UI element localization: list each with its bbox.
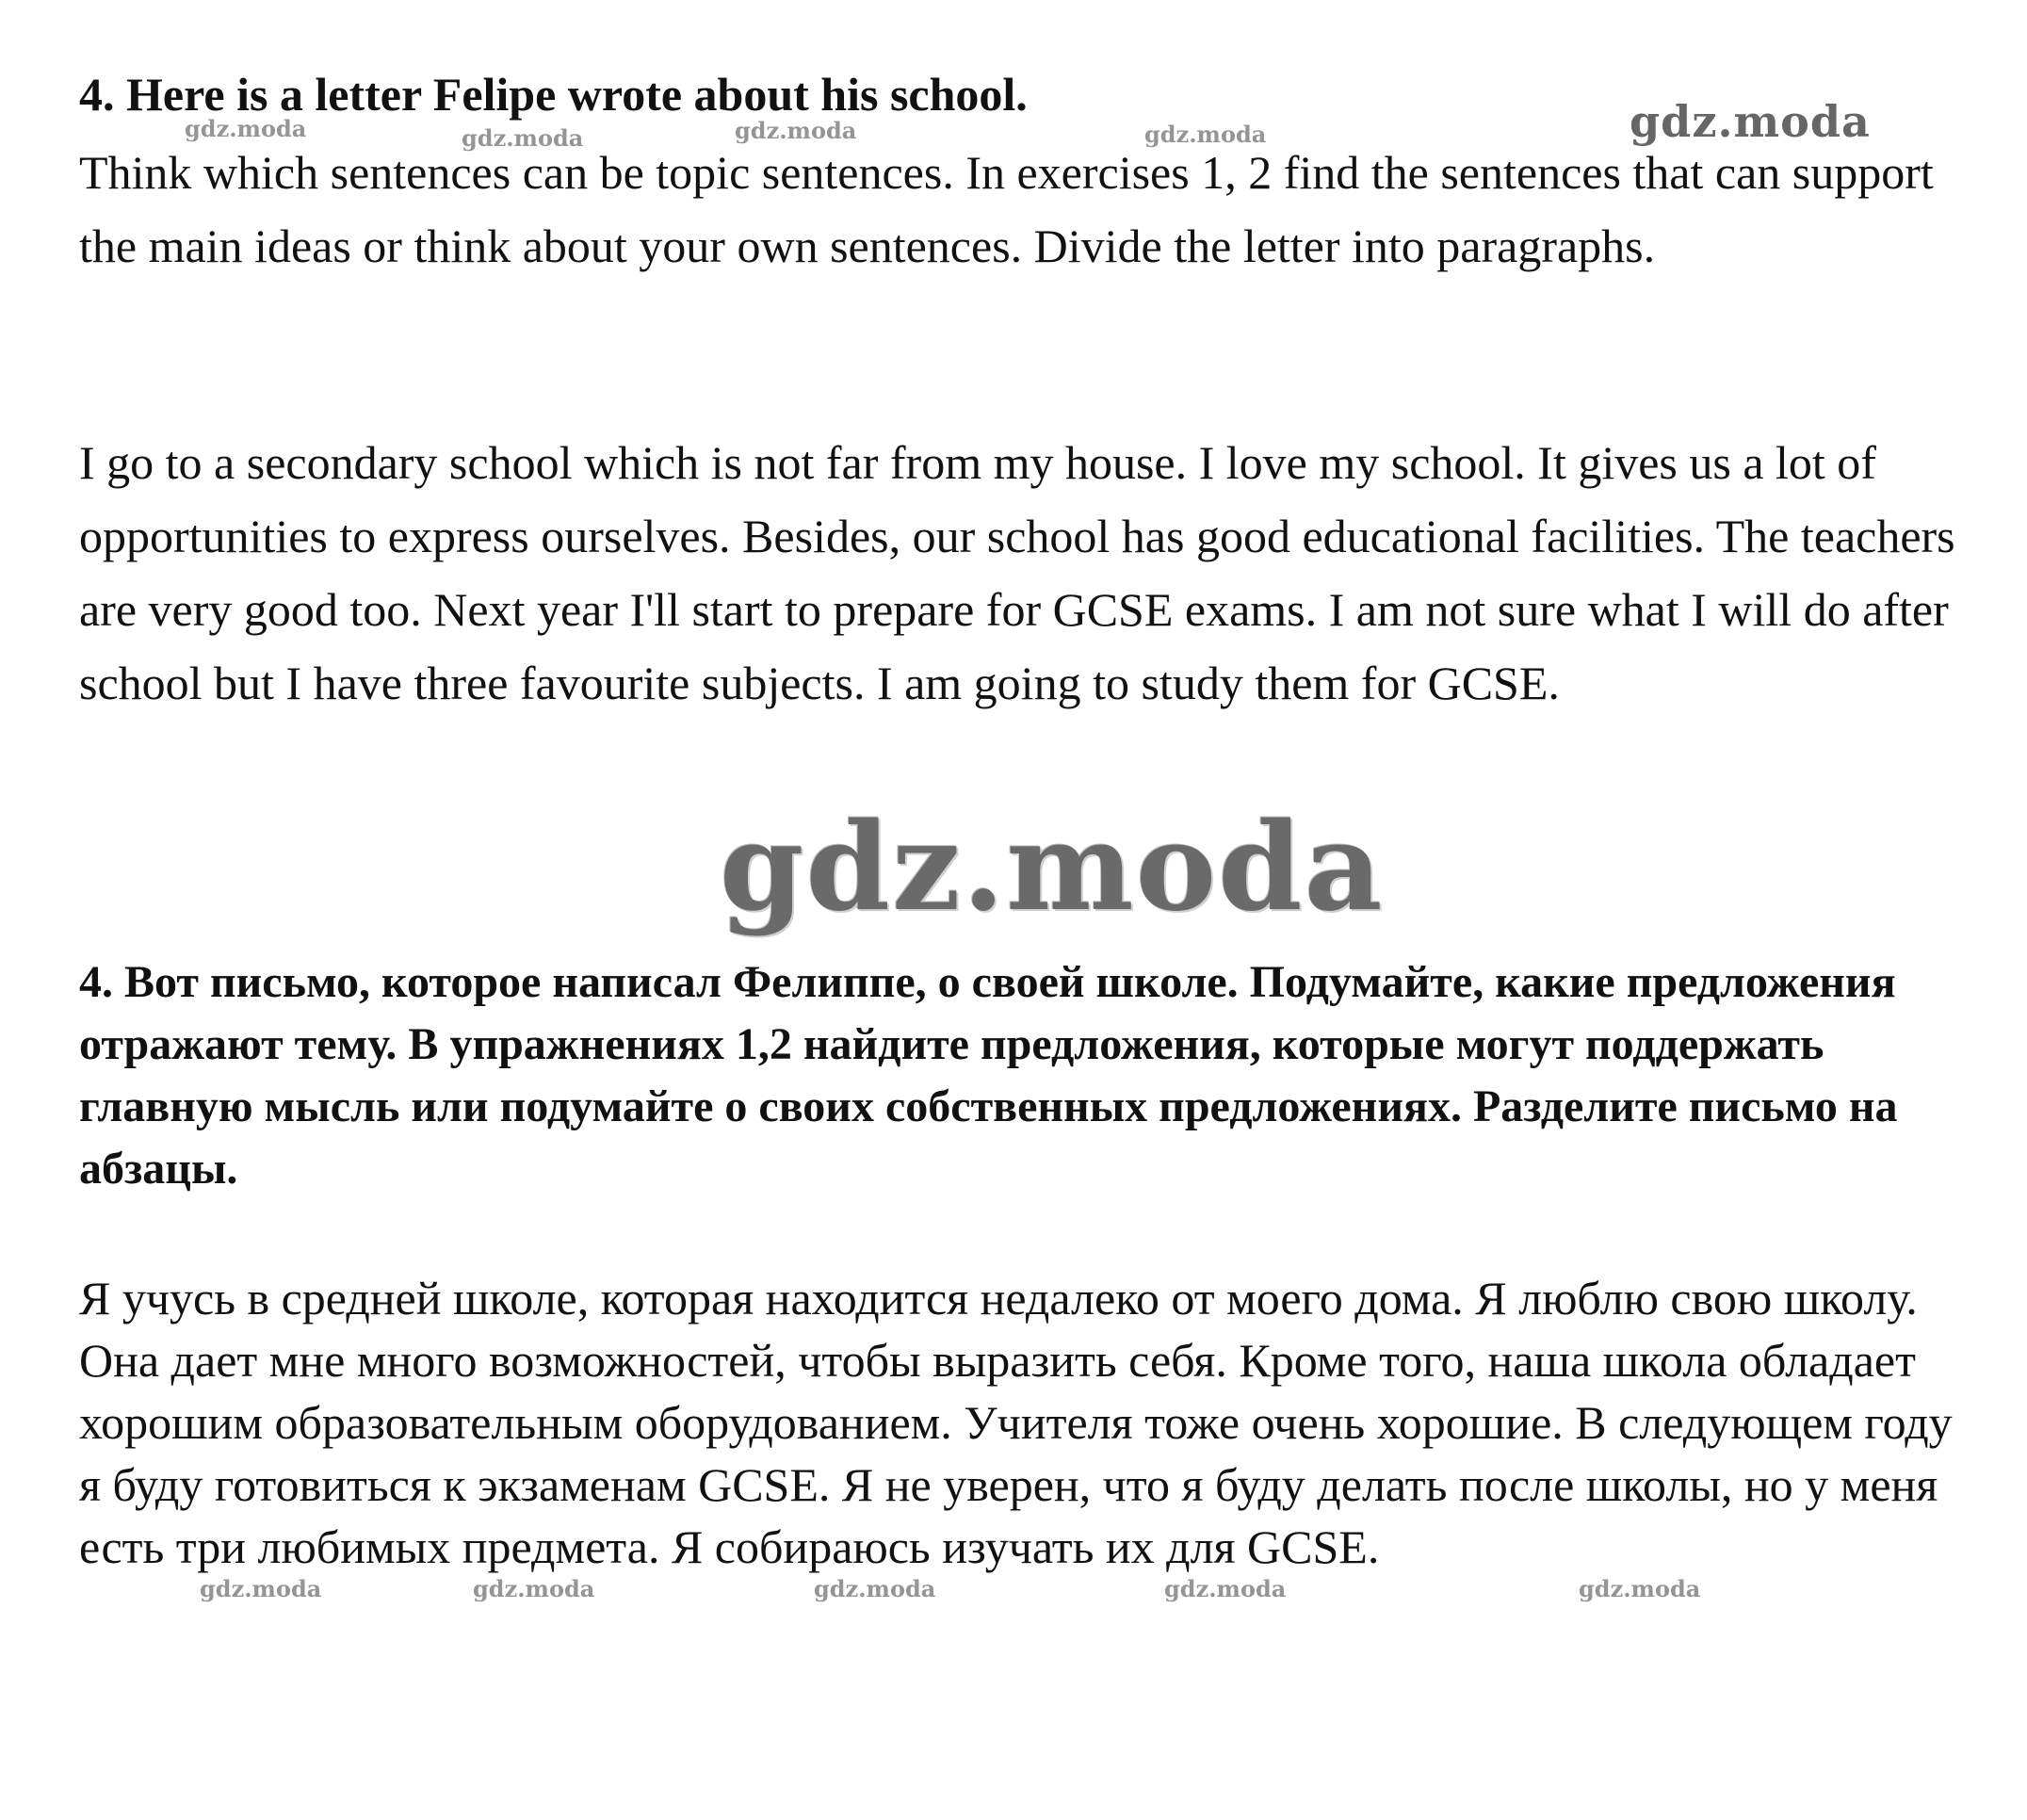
english-task-instruction: Think which sentences can be topic sentences. In exercises 1, 2 find the sentences that can support the main ideas or think about your own sentences. Divide the letter into paragraphs. [79,146,1934,272]
russian-task-heading: 4. Вот письмо, которое написал Фелиппе, о своей школе. Подумайте, какие предложения отражают тему. В упражнениях 1,2 найдите предложения, которые могут поддержать главную мысль или подумайте о своих собственных предложениях. Разделите письмо на абзацы. [79,957,1898,1194]
watermark: gdz.moda [462,124,584,152]
watermark: gdz.moda [1630,96,1871,147]
watermark: gdz.moda [200,1575,322,1602]
watermark: gdz.moda [814,1575,936,1602]
watermark: gdz.moda [1579,1575,1701,1602]
watermark: gdz.moda [185,115,307,142]
english-letter-text: I go to a secondary school which is not far from my house. I love my school. It gives us a lot of opportunities to express ourselves. Besides, our school has good educational facilities. The teachers are very good too. Next year I'll start to prepare for GCSE exams. I am not sure what I will do after school but I have three favourite subjects. I am going to study them for GCSE. [79,436,1955,709]
watermark: gdz.moda [473,1575,595,1602]
watermark: gdz.moda [735,117,857,144]
english-task-heading: 4. Here is a letter Felipe wrote about his school. [79,68,1028,121]
watermark: gdz.moda [1164,1575,1287,1602]
russian-letter-text: Я учусь в средней школе, которая находится недалеко от моего дома. Я люблю свою школу. Она дает мне много возможностей, чтобы выразить себя. Кроме того, наша школа обладает хорошим образовательным оборудованием. Учителя тоже очень хорошие. В следующем году я буду готовиться к экзаменам GCSE. Я не уверен, что я буду делать после школы, но у меня есть три любимых предмета. Я собираюсь изучать их для GCSE. [79,1272,1953,1573]
watermark: gdz.moda [1144,121,1267,148]
watermark-large: gdz.moda [720,797,1385,938]
